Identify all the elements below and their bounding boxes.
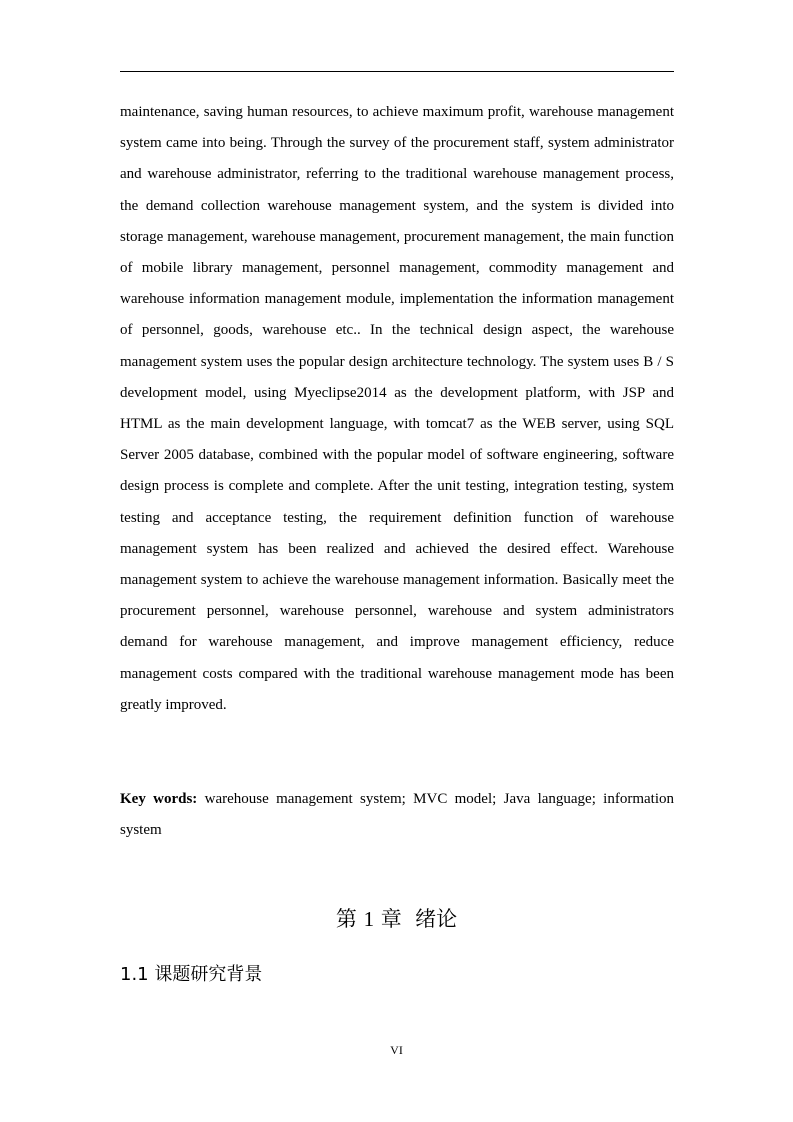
chapter-title [0,903,793,935]
chapter-name: 绪论 [415,907,458,931]
chapter-prefix: 第 [335,907,357,931]
keywords-text: warehouse management system; MVC model; Java language; information system [120,791,674,839]
chapter-number: 1 [363,907,375,931]
chapter-suffix: 章 [380,907,402,931]
abstract-paragraph: maintenance, saving human resources, to achieve maximum profit, warehouse management system came into being. Through the survey of the procurement staff, system administrator and warehouse administrator, referring to the traditional warehouse management process, the demand collection warehouse management system, and the system is divided into storage management, warehouse management, procurement management, the main function of mobile library management, personnel management, commodity management and warehouse information management module, implementation the information management of personnel, goods, warehouse etc.. In the technical design aspect, the warehouse management system uses the popular design architecture technology. The system uses B / S development model, using Myeclipse2014 as the development platform, with JSP and HTML as the main development language, with tomcat7 as the WEB server, using SQL Server 2005 database, combined with the popular model of software engineering, software design process is complete and complete. After the unit testing, integration testing, system testing and acceptance testing, the requirement definition function of warehouse management system has been realized and achieved the desired effect. Warehouse management system to achieve the warehouse management information. Basically meet the procurement personnel, warehouse personnel, warehouse and system administrators demand for warehouse management, and improve management efficiency, reduce management costs compared with the traditional warehouse management mode has been greatly improved. [120,104,674,713]
keywords-label: Key words: [120,791,198,807]
page-number: VI [390,1043,403,1057]
keywords-line [120,784,674,846]
section-title: 1.1 课题研究背景 [120,964,263,985]
header-rule [120,71,674,72]
